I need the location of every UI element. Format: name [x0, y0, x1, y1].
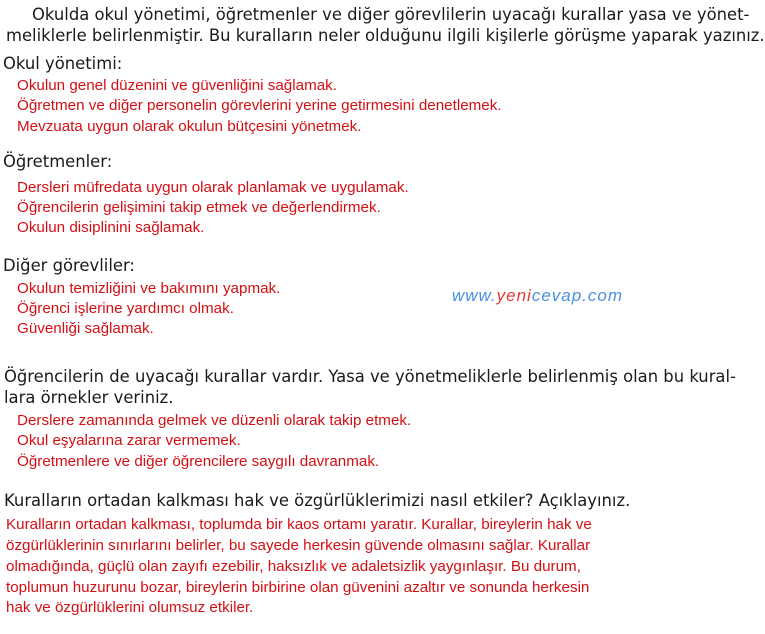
question-2-line-1: Öğrencilerin de uyacağı kurallar vardır. Yasa ve yönetmeliklerle belirlenmiş olan bu kural-: [4, 367, 736, 386]
answer-paragraph-line: hak ve özgürlüklerini olumsuz etkiler.: [6, 599, 254, 616]
answer-item: Dersleri müfredata uygun olarak planlamak ve uygulamak.: [17, 179, 409, 196]
watermark-logo: [452, 286, 623, 306]
answer-item: Okulun temizliğini ve bakımını yapmak.: [17, 280, 281, 297]
section-heading-diger-gorevliler: Diğer görevliler:: [3, 256, 135, 275]
answer-item: Mevzuata uygun olarak okulun bütçesini yönetmek.: [17, 118, 362, 135]
answer-item: Öğretmenlere ve diğer öğrencilere saygılı davranmak.: [17, 453, 380, 470]
answer-item: Öğretmen ve diğer personelin görevlerini yerine getirmesini denetlemek.: [17, 97, 502, 114]
question-2-line-2: lara örnekler veriniz.: [4, 388, 174, 407]
section-heading-ogretmenler: Öğretmenler:: [3, 152, 113, 171]
answer-paragraph-line: olmadığında, güçlü olan zayıfı ezebilir, haksızlık ve adaletsizlik yaygınlaşır. Bu durum,: [6, 558, 581, 575]
answer-item: Öğrencilerin gelişimini takip etmek ve değerlendirmek.: [17, 199, 381, 216]
answer-paragraph-line: toplumun huzurunu bozar, bireylerin birbirine olan güvenini azaltır ve sonunda herkesin: [6, 579, 590, 596]
answer-item: Okulun genel düzenini ve güvenliğini sağlamak.: [17, 77, 337, 94]
answer-item: Okul eşyalarına zarar vermemek.: [17, 432, 241, 449]
intro-line-1: Okulda okul yönetimi, öğretmenler ve diğer görevlilerin uyacağı kurallar yasa ve yönet-: [32, 5, 750, 24]
answer-paragraph-line: özgürlüklerinin sınırlarını belirler, bu sayede herkesin güvende olmasını sağlar. Kurallar: [6, 537, 591, 554]
watermark-brand: yeni: [496, 286, 532, 305]
question-3: Kuralların ortadan kalkması hak ve özgürlüklerimizi nasıl etkiler? Açıklayınız.: [4, 491, 631, 510]
intro-line-2: meliklerle belirlenmiştir. Bu kuralların neler olduğunu ilgili kişilerle görüşme yaparak yazınız.: [6, 26, 765, 45]
answer-item: Öğrenci işlerine yardımcı olmak.: [17, 300, 234, 317]
answer-paragraph-line: Kuralların ortadan kalkması, toplumda bir kaos ortamı yaratır. Kurallar, bireylerin hak ve: [6, 516, 592, 533]
answer-item: Derslere zamanında gelmek ve düzenli olarak takip etmek.: [17, 412, 412, 429]
answer-item: Okulun disiplinini sağlamak.: [17, 219, 205, 236]
watermark-prefix: www.: [452, 286, 497, 305]
section-heading-okul-yonetimi: Okul yönetimi:: [3, 54, 123, 73]
answer-item: Güvenliği sağlamak.: [17, 320, 154, 337]
watermark-suffix: cevap.com: [531, 286, 624, 305]
